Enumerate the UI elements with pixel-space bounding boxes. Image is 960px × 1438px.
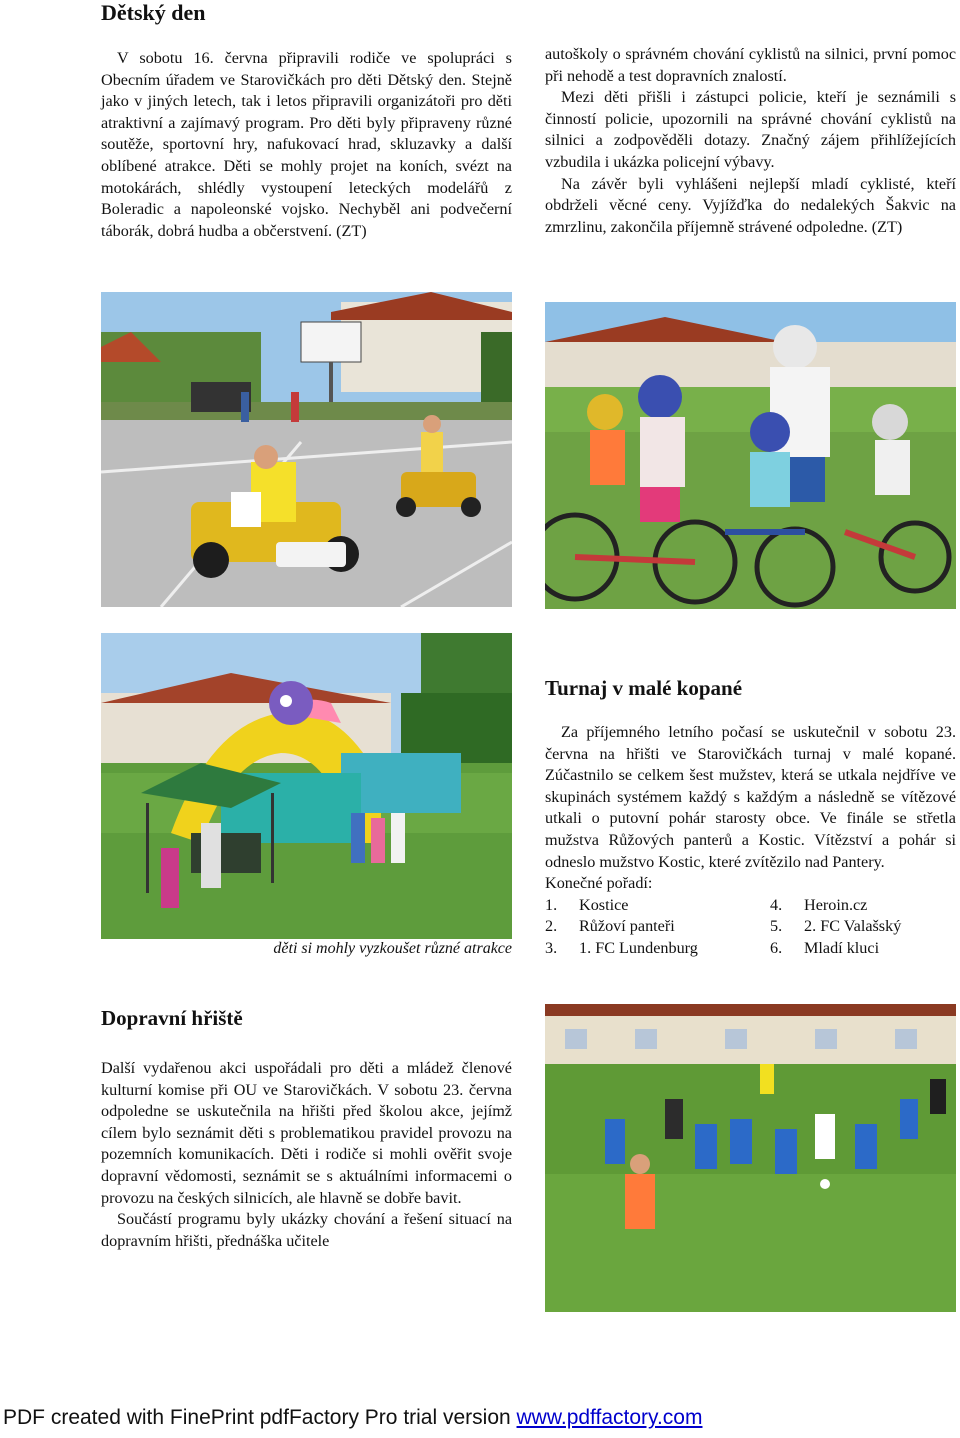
team-name: Kostice [579,895,629,914]
team-name: 2. FC Valašský [804,917,902,936]
footer-link[interactable]: www.pdffactory.com [516,1406,703,1429]
article-text-dopravni-hriste [101,1058,512,1252]
paragraph: Za příjemného letního počasí se uskutečnil v sobotu 23. června na hřišti ve Starovičkách turnaj v malé kopané. Zúčastnilo se celkem šest mužstev, která se utkala nejdříve ve skupinách systémem každý s každým a následně se vítězové utkali o putovní pohár starosty obce. Ve finále se střetla mužstva Růžových panterů a Kostic. Vítězství a pohár si odneslo mužstvo Kostic, které zvítězilo nad Pantery. [545,723,956,871]
paragraph: Součástí programu byly ukázky chování a řešení situací na dopravním hřišti, přednáška učitele [101,1210,512,1250]
rank: 6. [770,938,783,957]
paragraph: autoškoly o správném chování cyklistů na silnici, první pomoc při nehodě a test dopravních znalostí. [545,45,956,85]
standings-row [545,938,956,960]
rank: 5. [770,917,783,936]
rank: 1. [545,895,558,914]
standings-row [545,895,956,917]
pdf-footer [3,1406,702,1430]
team-name: Heroin.cz [804,895,868,914]
article-text-turnaj [545,722,956,960]
article-text-dopravni-continued [545,44,956,238]
team-name: 1. FC Lundenburg [579,938,698,957]
paragraph: Na závěr byli vyhlášeni nejlepší mladí cyklisté, kteří obdrželi věcné ceny. Vyjížďka do nedalekých Šakvic na zmrzlinu, zakončila příjemně strávené odpoledne. (ZT) [545,174,956,236]
team-name: Růžoví panteři [579,917,675,936]
footer-text: PDF created with FinePrint pdfFactory Pro trial version [3,1406,517,1429]
rank: 2. [545,917,558,936]
bouncy-castle-photo [101,633,512,939]
team-name: Mladí kluci [804,938,880,957]
paragraph: Další vydařenou akci uspořádali pro děti a mládež členové kulturní komise při OU ve Starovičkách. V sobotu 23. června odpoledne se uskutečnila na hřišti před školou akce, jejímž cílem bylo seznámit děti s problematikou pravidel provozu na pozemních komunikacích. Děti i rodiče si mohli ověřit svoje dopravní vědomosti, seznámit se s aktuálními informacemi o provozu na českých silnicích, ale hlavně se dobře bavit. [101,1059,512,1207]
rank: 4. [770,895,783,914]
article-text-detsky-den [101,48,512,242]
standings-table [545,895,956,960]
go-kart-photo [101,292,512,607]
paragraph: V sobotu 16. června připravili rodiče ve spolupráci s Obecním úřadem ve Starovičkách pro děti Dětský den. Stejně jako v jiných letech, tak i letos připravili organizátoři pro děti atraktivní a zajímavý program. Pro děti byly připraveny různé soutěže, sportovní hry, nafukovací hrad, skluzavky a další oblíbené atrakce. Děti se mohly projet na koních, svézt na motokárách, shlédly vystoupení leteckých modelářů z Boleradic a napoleonské vojsko. Nechyběl ani podvečerní táborák, dobrá hudba a občerstvení. (ZT) [101,49,512,240]
paragraph: Mezi děti přišli i zástupci policie, kteří je seznámili s činností policie, upozornili na správné chování cyklistů na silnici a zodpověděli dotazy. Značný zájem přihlížejících vzbudila i ukázka policejní výbavy. [545,88,956,171]
cyclists-photo [545,302,956,609]
standings-row [545,916,956,938]
standings-label: Konečné pořadí: [545,874,653,893]
article-title-dopravni-hriste: Dopravní hřiště [101,1006,243,1030]
article-title-turnaj: Turnaj v malé kopané [545,676,743,700]
football-photo [545,1004,956,1312]
rank: 3. [545,938,558,957]
photo-caption: děti si mohly vyzkoušet různé atrakce [273,940,512,957]
article-title-detsky-den: Dětský den [101,0,206,25]
